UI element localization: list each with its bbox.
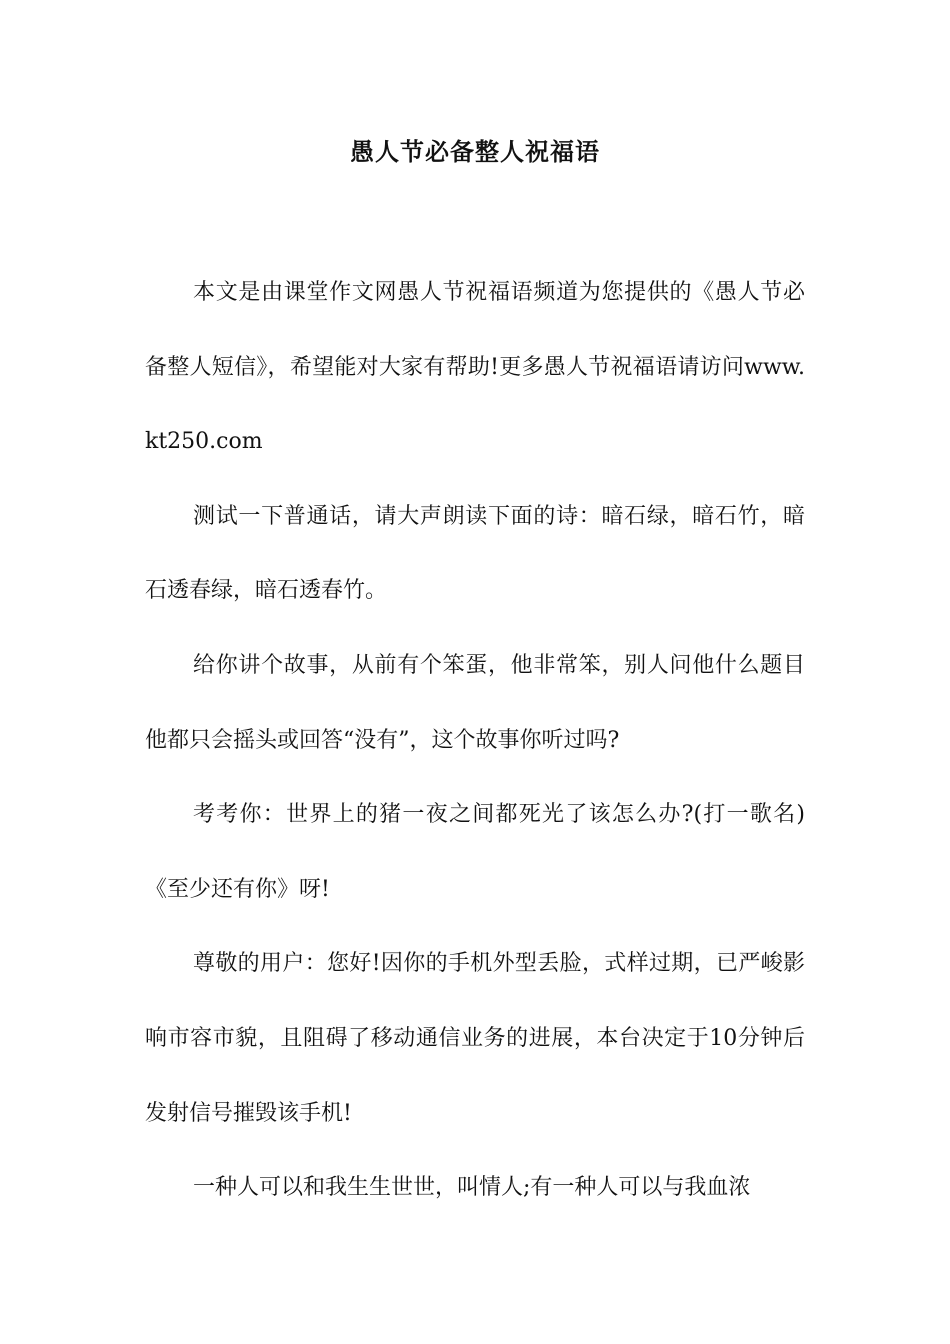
paragraph-notice: 尊敬的用户：您好!因你的手机外型丢脸，式样过期，已严峻影响市容市貌，且阻碍了移动通信业务的进展，本台决定于10分钟后发射信号摧毁该手机! xyxy=(145,951,805,1126)
document-body xyxy=(145,256,805,1226)
paragraph-intro: 本文是由课堂作文网愚人节祝福语频道为您提供的《愚人节必备整人短信》，希望能对大家有帮助!更多愚人节祝福语请访问www.kt250.com xyxy=(145,280,805,455)
paragraph-story: 给你讲个故事，从前有个笨蛋，他非常笨，别人问他什么题目他都只会摇头或回答“没有”，这个故事你听过吗? xyxy=(145,652,805,753)
paragraph-mandarin-test: 测试一下普通话，请大声朗读下面的诗：暗石绿，暗石竹，暗石透春绿，暗石透春竹。 xyxy=(145,503,805,604)
page-title: 愚人节必备整人祝福语 xyxy=(350,137,600,166)
paragraph-riddle: 考考你：世界上的猪一夜之间都死光了该怎么办?(打一歌名)《至少还有你》呀! xyxy=(145,802,805,902)
paragraph-people: 一种人可以和我生生世世，叫情人;有一种人可以与我血浓 xyxy=(193,1175,751,1201)
